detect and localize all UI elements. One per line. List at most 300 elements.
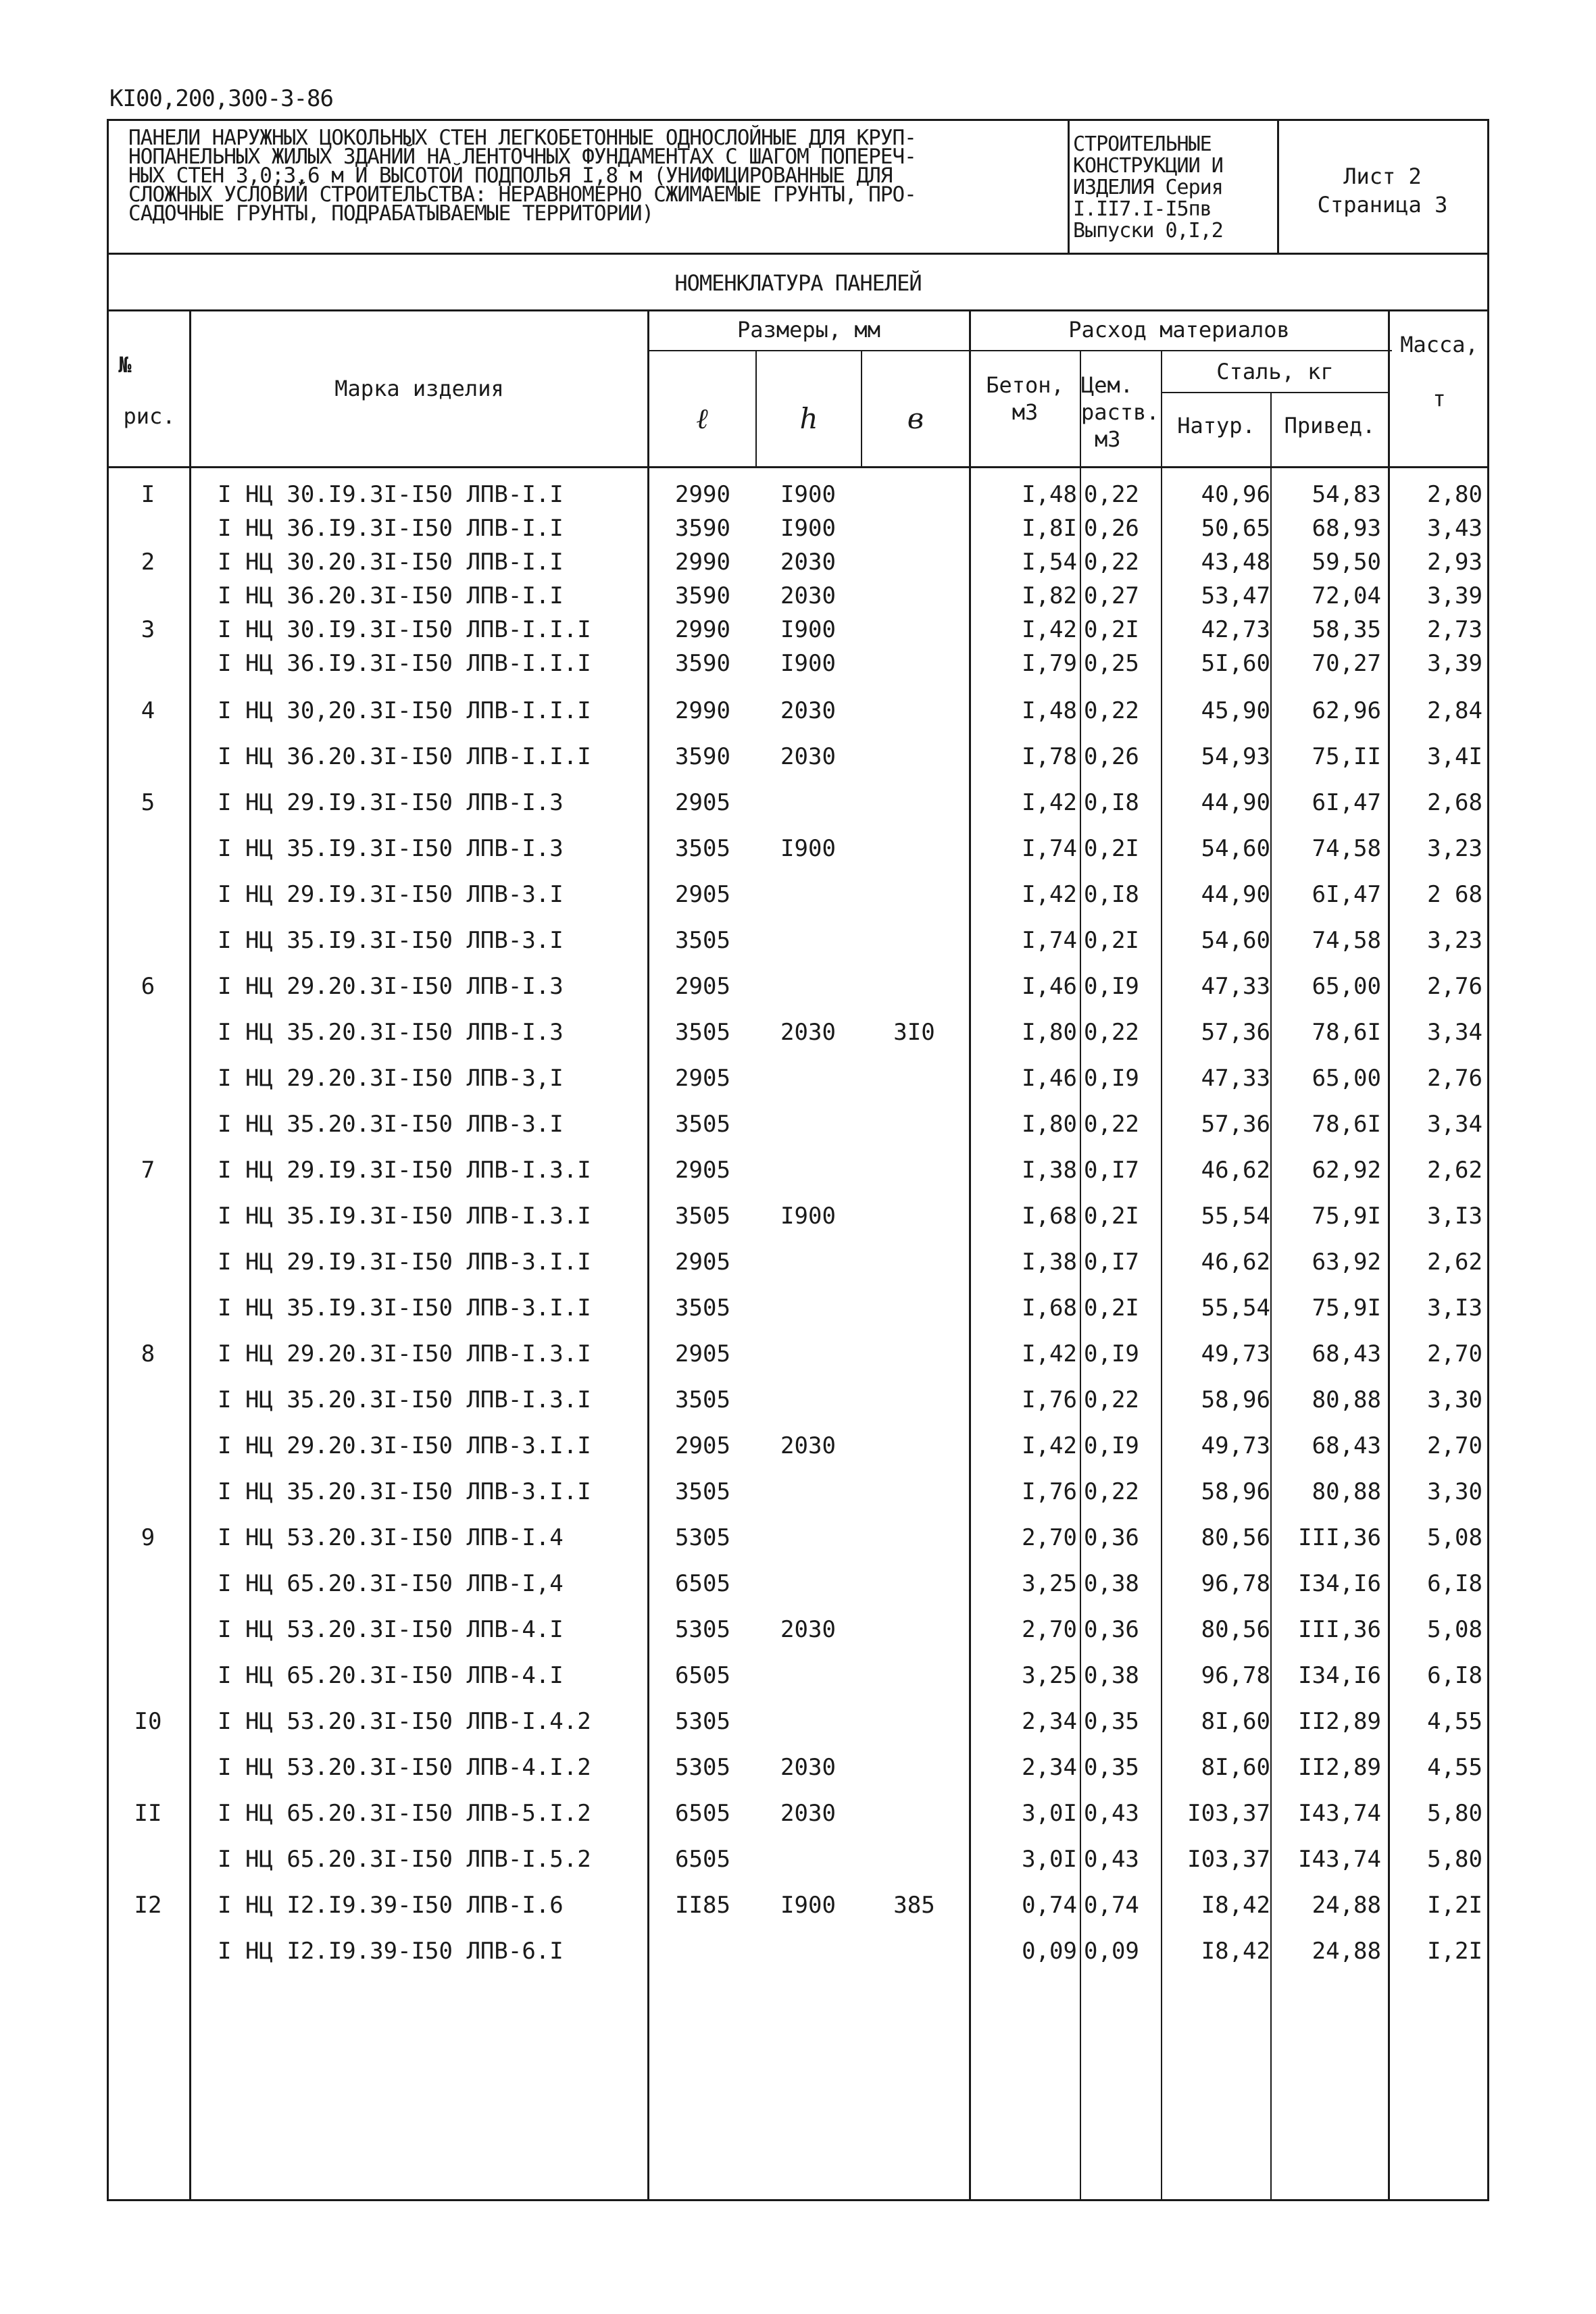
concrete-cell: I,48 — [1022, 697, 1077, 724]
mass-cell: 2,73 — [1427, 616, 1482, 643]
length-cell: 3505 — [675, 927, 730, 954]
length-cell: 3590 — [675, 650, 730, 677]
mass-header-line: Масса, — [1400, 332, 1478, 357]
mass-cell: 2,70 — [1427, 1340, 1482, 1367]
length-cell: 5305 — [675, 1754, 730, 1781]
steel-natural-cell: I8,42 — [1201, 1938, 1270, 1965]
steel-reduced-cell: 75,9I — [1312, 1203, 1381, 1230]
steel-reduced-cell: 63,92 — [1312, 1249, 1381, 1276]
concrete-cell: I,74 — [1022, 835, 1077, 862]
steel-reduced-cell: 62,92 — [1312, 1157, 1381, 1184]
cement-cell: 0,09 — [1084, 1938, 1139, 1965]
mass-cell: 2,93 — [1427, 549, 1482, 576]
steel-reduced-cell: 24,88 — [1312, 1892, 1381, 1919]
table-row — [0, 1892, 1596, 1932]
cement-cell: 0,27 — [1084, 582, 1139, 609]
fig-cell: 4 — [141, 697, 155, 724]
steel-natural-cell: 54,93 — [1201, 743, 1270, 770]
cement-cell: 0,2I — [1084, 1294, 1139, 1322]
length-cell: 5305 — [675, 1524, 730, 1551]
length-cell: 3505 — [675, 1386, 730, 1413]
cement-cell: 0,22 — [1084, 1386, 1139, 1413]
mass-cell: 3,30 — [1427, 1386, 1482, 1413]
steel-natural-cell: 44,90 — [1201, 789, 1270, 816]
width-cell: 385 — [893, 1892, 935, 1919]
steel-reduced-cell: 62,96 — [1312, 697, 1381, 724]
header-series-line: ИЗДЕЛИЯ Серия — [1073, 176, 1223, 199]
steel-reduced-cell: III,36 — [1298, 1524, 1381, 1551]
steel-natural-cell: 40,96 — [1201, 481, 1270, 508]
mark-cell: I НЦ 35.I9.3I-I50 ЛПВ-3.I — [218, 927, 564, 954]
mark-cell: I НЦ 53.20.3I-I50 ЛПВ-4.I.2 — [218, 1754, 591, 1781]
mass-cell: 3,I3 — [1427, 1294, 1482, 1322]
concrete-cell: I,68 — [1022, 1203, 1077, 1230]
fig-column-header: рис. — [123, 403, 176, 429]
steel-reduced-cell: III,36 — [1298, 1616, 1381, 1643]
mass-cell: 2,62 — [1427, 1157, 1482, 1184]
height-cell: I900 — [780, 515, 836, 542]
length-column-header: ℓ — [696, 402, 708, 435]
mass-cell: 3,43 — [1427, 515, 1482, 542]
steel-reduced-cell: II2,89 — [1298, 1708, 1381, 1735]
steel-reduced-cell: 78,6I — [1312, 1111, 1381, 1138]
height-cell: 2030 — [780, 1800, 836, 1827]
height-cell: 2030 — [780, 1019, 836, 1046]
length-cell: II85 — [675, 1892, 730, 1919]
cement-cell: 0,2I — [1084, 835, 1139, 862]
mass-cell: 3,23 — [1427, 927, 1482, 954]
mass-cell: 6,I8 — [1427, 1662, 1482, 1689]
concrete-cell: I,8I — [1022, 515, 1077, 542]
table-row — [0, 1708, 1596, 1749]
steel-reduced-cell: 24,88 — [1312, 1938, 1381, 1965]
sheet-number: Лист 2 — [1343, 164, 1422, 189]
steel-natural-cell: 8I,60 — [1201, 1708, 1270, 1735]
steel-natural-cell: 58,96 — [1201, 1386, 1270, 1413]
mark-cell: I НЦ 29.20.3I-I50 ЛПВ-3.I.I — [218, 1432, 591, 1459]
table-row — [0, 881, 1596, 922]
cement-cell: 0,2I — [1084, 927, 1139, 954]
steel-natural-cell: 80,56 — [1201, 1616, 1270, 1643]
mark-cell: I НЦ 30.I9.3I-I50 ЛПВ-I.I — [218, 481, 564, 508]
concrete-cell: I,68 — [1022, 1294, 1077, 1322]
mark-cell: I НЦ 29.20.3I-I50 ЛПВ-I.3.I — [218, 1340, 591, 1367]
table-row — [0, 1478, 1596, 1519]
steel-natural-cell: 42,73 — [1201, 616, 1270, 643]
cement-cell: 0,74 — [1084, 1892, 1139, 1919]
mark-cell: I НЦ 35.20.3I-I50 ЛПВ-I.3 — [218, 1019, 564, 1046]
table-row — [0, 650, 1596, 690]
concrete-cell: I,42 — [1022, 881, 1077, 908]
mark-cell: I НЦ I2.I9.39-I50 ЛПВ-6.I — [218, 1938, 564, 1965]
width-column-header: в — [907, 402, 924, 435]
steel-natural-cell: 47,33 — [1201, 973, 1270, 1000]
table-row — [0, 743, 1596, 784]
header-title — [128, 126, 1061, 226]
steel-reduced-cell: I43,74 — [1298, 1846, 1381, 1873]
cement-cell: 0,I9 — [1084, 1340, 1139, 1367]
mark-cell: I НЦ 36.20.3I-I50 ЛПВ-I.I.I — [218, 743, 591, 770]
steel-reduced-cell: 65,00 — [1312, 1065, 1381, 1092]
concrete-cell: I,42 — [1022, 789, 1077, 816]
cement-cell: 0,22 — [1084, 549, 1139, 576]
concrete-cell: 0,09 — [1022, 1938, 1077, 1965]
steel-reduced-cell: 74,58 — [1312, 927, 1381, 954]
steel-reduced-cell: 80,88 — [1312, 1478, 1381, 1505]
steel-reduced-cell: I34,I6 — [1298, 1570, 1381, 1597]
length-cell: 2905 — [675, 1065, 730, 1092]
cement-column-header — [1081, 372, 1161, 453]
mass-cell: 2,70 — [1427, 1432, 1482, 1459]
concrete-cell: I,46 — [1022, 973, 1077, 1000]
table-row — [0, 1386, 1596, 1427]
materials-group-header: Расход материалов — [1068, 317, 1290, 343]
mark-cell: I НЦ 35.I9.3I-I50 ЛПВ-I.3 — [218, 835, 564, 862]
table-row — [0, 1340, 1596, 1381]
steel-reduced-cell: 70,27 — [1312, 650, 1381, 677]
mass-cell: 5,08 — [1427, 1524, 1482, 1551]
steel-reduced-cell: 6I,47 — [1312, 789, 1381, 816]
header-series-line: Выпуски 0,I,2 — [1073, 219, 1223, 243]
concrete-cell: 3,0I — [1022, 1846, 1077, 1873]
mass-cell: 3,39 — [1427, 582, 1482, 609]
steel-natural-cell: 55,54 — [1201, 1294, 1270, 1322]
cement-cell: 0,22 — [1084, 481, 1139, 508]
steel-reduced-cell: 75,II — [1312, 743, 1381, 770]
header-title-line: НОПАНЕЛЬНЫХ ЖИЛЫХ ЗДАНИЙ НА ЛЕНТОЧНЫХ ФУНДАМЕНТАХ С ШАГОМ ПОПЕРЕЧ- — [128, 145, 916, 169]
length-cell: 3590 — [675, 515, 730, 542]
length-cell: 3505 — [675, 1478, 730, 1505]
table-row — [0, 1662, 1596, 1703]
mark-cell: I НЦ 53.20.3I-I50 ЛПВ-I.4.2 — [218, 1708, 591, 1735]
length-cell: 2905 — [675, 1157, 730, 1184]
mark-cell: I НЦ 29.20.3I-I50 ЛПВ-I.3 — [218, 973, 564, 1000]
header-series-line: I.II7.I-I5пв — [1073, 197, 1212, 221]
steel-natural-cell: 49,73 — [1201, 1340, 1270, 1367]
concrete-cell: I,79 — [1022, 650, 1077, 677]
steel-reduced-cell: 68,93 — [1312, 515, 1381, 542]
steel-reduced-cell: 54,83 — [1312, 481, 1381, 508]
mass-cell: 4,55 — [1427, 1708, 1482, 1735]
cement-cell: 0,38 — [1084, 1662, 1139, 1689]
cement-cell: 0,I7 — [1084, 1157, 1139, 1184]
mark-cell: I НЦ 65.20.3I-I50 ЛПВ-I.5.2 — [218, 1846, 591, 1873]
mark-cell: I НЦ 35.20.3I-I50 ЛПВ-3.I — [218, 1111, 564, 1138]
cement-cell: 0,I7 — [1084, 1249, 1139, 1276]
concrete-cell: I,42 — [1022, 1432, 1077, 1459]
steel-natural-cell: 43,48 — [1201, 549, 1270, 576]
steel-natural-cell: 96,78 — [1201, 1570, 1270, 1597]
height-cell: I900 — [780, 1203, 836, 1230]
mass-column-header — [1389, 318, 1489, 426]
table-row — [0, 927, 1596, 967]
cement-cell: 0,22 — [1084, 1111, 1139, 1138]
table-row — [0, 973, 1596, 1013]
cement-cell: 0,35 — [1084, 1708, 1139, 1735]
steel-natural-cell: 5I,60 — [1201, 650, 1270, 677]
length-cell: 2905 — [675, 973, 730, 1000]
cement-cell: 0,I9 — [1084, 973, 1139, 1000]
mass-cell: 5,80 — [1427, 1846, 1482, 1873]
height-cell: I900 — [780, 650, 836, 677]
table-row — [0, 1524, 1596, 1565]
length-cell: 3505 — [675, 1019, 730, 1046]
header-bottom-rule — [107, 253, 1489, 255]
cement-cell: 0,I9 — [1084, 1432, 1139, 1459]
steel-natural-cell: 54,60 — [1201, 927, 1270, 954]
length-cell: 2905 — [675, 1340, 730, 1367]
concrete-cell: I,42 — [1022, 1340, 1077, 1367]
concrete-cell: 3,25 — [1022, 1570, 1077, 1597]
steel-reduced-cell: 65,00 — [1312, 973, 1381, 1000]
length-cell: 5305 — [675, 1708, 730, 1735]
length-cell: 2905 — [675, 1432, 730, 1459]
table-row — [0, 1938, 1596, 1978]
mass-cell: 3,I3 — [1427, 1203, 1482, 1230]
height-cell: I900 — [780, 1892, 836, 1919]
steel-reduced-cell: 78,6I — [1312, 1019, 1381, 1046]
mass-cell: 5,08 — [1427, 1616, 1482, 1643]
length-cell: 3590 — [675, 582, 730, 609]
header-rule — [647, 350, 1392, 351]
steel-natural-cell: I03,37 — [1187, 1846, 1270, 1873]
mark-cell: I НЦ 35.I9.3I-I50 ЛПВ-I.3.I — [218, 1203, 591, 1230]
steel-reduced-cell: II2,89 — [1298, 1754, 1381, 1781]
mark-column-header: Марка изделия — [334, 376, 504, 401]
steel-natural-cell: I8,42 — [1201, 1892, 1270, 1919]
page-number: Страница 3 — [1317, 192, 1448, 218]
length-cell: 2990 — [675, 549, 730, 576]
concrete-cell: I,54 — [1022, 549, 1077, 576]
mark-cell: I НЦ 53.20.3I-I50 ЛПВ-I.4 — [218, 1524, 564, 1551]
concrete-cell: I,76 — [1022, 1478, 1077, 1505]
fig-cell: I2 — [134, 1892, 162, 1919]
mass-cell: 3,34 — [1427, 1019, 1482, 1046]
cement-header-line: Цем. — [1081, 372, 1134, 398]
mark-cell: I НЦ 30.I9.3I-I50 ЛПВ-I.I.I — [218, 616, 591, 643]
mark-cell: I НЦ 29.I9.3I-I50 ЛПВ-3.I.I — [218, 1249, 591, 1276]
length-cell: 2905 — [675, 1249, 730, 1276]
steel-reduced-cell: 68,43 — [1312, 1432, 1381, 1459]
concrete-cell: I,80 — [1022, 1019, 1077, 1046]
concrete-cell: I,82 — [1022, 582, 1077, 609]
height-cell: 2030 — [780, 582, 836, 609]
steel-reduced-cell: 72,04 — [1312, 582, 1381, 609]
concrete-cell: I,48 — [1022, 481, 1077, 508]
mass-cell: I,2I — [1427, 1892, 1482, 1919]
fig-cell: 8 — [141, 1340, 155, 1367]
height-cell: I900 — [780, 616, 836, 643]
table-row — [0, 1019, 1596, 1059]
steel-natural-cell: 57,36 — [1201, 1019, 1270, 1046]
table-row — [0, 1754, 1596, 1794]
steel-reduced-cell: 75,9I — [1312, 1294, 1381, 1322]
steel-group-header: Сталь, кг — [1216, 359, 1334, 384]
length-cell: 6505 — [675, 1662, 730, 1689]
steel-reduced-cell: I43,74 — [1298, 1800, 1381, 1827]
steel-reduced-cell: I34,I6 — [1298, 1662, 1381, 1689]
length-cell: 3590 — [675, 743, 730, 770]
height-cell: I900 — [780, 835, 836, 862]
mass-cell: 3,4I — [1427, 743, 1482, 770]
steel-reduced-header: Привед. — [1284, 413, 1376, 438]
height-cell: 2030 — [780, 697, 836, 724]
mass-cell: 5,80 — [1427, 1800, 1482, 1827]
length-cell: 2990 — [675, 697, 730, 724]
concrete-cell: I,78 — [1022, 743, 1077, 770]
mark-cell: I НЦ 36.I9.3I-I50 ЛПВ-I.I — [218, 515, 564, 542]
concrete-cell: 3,25 — [1022, 1662, 1077, 1689]
height-cell: 2030 — [780, 1754, 836, 1781]
mark-cell: I НЦ 53.20.3I-I50 ЛПВ-4.I — [218, 1616, 564, 1643]
mass-cell: 2,62 — [1427, 1249, 1482, 1276]
sizes-group-header: Размеры, мм — [737, 317, 880, 343]
length-cell: 3505 — [675, 1111, 730, 1138]
length-cell: 2905 — [675, 789, 730, 816]
length-cell: 6505 — [675, 1846, 730, 1873]
steel-natural-cell: 45,90 — [1201, 697, 1270, 724]
fig-cell: 5 — [141, 789, 155, 816]
header-sheet-info — [1281, 162, 1484, 219]
header-title-line: СЛОЖНЫХ УСЛОВИЙ СТРОИТЕЛЬСТВА: НЕРАВНОМЕРНО СЖИМАЕМЫЕ ГРУНТЫ, ПРО- — [128, 182, 916, 207]
cement-cell: 0,I8 — [1084, 789, 1139, 816]
cement-cell: 0,26 — [1084, 743, 1139, 770]
header-series-line: КОНСТРУКЦИИ И — [1073, 154, 1223, 178]
concrete-header-line: м3 — [1012, 399, 1039, 425]
table-row — [0, 1846, 1596, 1886]
mark-cell: I НЦ 35.20.3I-I50 ЛПВ-3.I.I — [218, 1478, 591, 1505]
header-title-line: НЫХ СТЕН 3,0;3,6 м И ВЫСОТОЙ ПОДПОЛЬЯ I,8 м (УНИФИЦИРОВАННЫЕ ДЛЯ — [128, 164, 893, 188]
table-row — [0, 1616, 1596, 1657]
mark-cell: I НЦ 30,20.3I-I50 ЛПВ-I.I.I — [218, 697, 591, 724]
cement-cell: 0,38 — [1084, 1570, 1139, 1597]
mark-cell: I НЦ 65.20.3I-I50 ЛПВ-I,4 — [218, 1570, 564, 1597]
header-divider — [1277, 119, 1279, 254]
header-title-line: ПАНЕЛИ НАРУЖНЫХ ЦОКОЛЬНЫХ СТЕН ЛЕГКОБЕТОННЫЕ ОДНОСЛОЙНЫЕ ДЛЯ КРУП- — [128, 126, 916, 150]
height-cell: 2030 — [780, 1616, 836, 1643]
steel-reduced-cell: 68,43 — [1312, 1340, 1381, 1367]
mass-cell: 2,76 — [1427, 973, 1482, 1000]
mass-cell: 3,23 — [1427, 835, 1482, 862]
concrete-cell: 2,34 — [1022, 1754, 1077, 1781]
mass-cell: 6,I8 — [1427, 1570, 1482, 1597]
steel-natural-cell: 58,96 — [1201, 1478, 1270, 1505]
length-cell: 2990 — [675, 616, 730, 643]
length-cell: 6505 — [675, 1570, 730, 1597]
steel-natural-cell: 57,36 — [1201, 1111, 1270, 1138]
table-row — [0, 1203, 1596, 1243]
cement-cell: 0,43 — [1084, 1800, 1139, 1827]
fig-cell: II — [134, 1800, 162, 1827]
concrete-cell: I,74 — [1022, 927, 1077, 954]
concrete-cell: 0,74 — [1022, 1892, 1077, 1919]
cement-cell: 0,2I — [1084, 1203, 1139, 1230]
steel-natural-cell: 96,78 — [1201, 1662, 1270, 1689]
concrete-header-line: Бетон, — [986, 372, 1064, 398]
header-rule — [1162, 392, 1389, 393]
steel-natural-cell: 47,33 — [1201, 1065, 1270, 1092]
steel-natural-header: Натур. — [1177, 413, 1255, 438]
document-code: КI00,200,300-3-86 — [109, 85, 333, 112]
mass-header-line: т — [1432, 386, 1446, 411]
fig-cell: I0 — [134, 1708, 162, 1735]
mark-cell: I НЦ 29.I9.3I-I50 ЛПВ-I.3 — [218, 789, 564, 816]
mass-cell: 4,55 — [1427, 1754, 1482, 1781]
mass-cell: 3,34 — [1427, 1111, 1482, 1138]
length-cell: 2990 — [675, 481, 730, 508]
concrete-cell: I,38 — [1022, 1157, 1077, 1184]
mark-cell: I НЦ 65.20.3I-I50 ЛПВ-5.I.2 — [218, 1800, 591, 1827]
cement-cell: 0,36 — [1084, 1524, 1139, 1551]
header-series-line: СТРОИТЕЛЬНЫЕ — [1073, 132, 1212, 156]
steel-reduced-cell: 58,35 — [1312, 616, 1381, 643]
steel-natural-cell: 44,90 — [1201, 881, 1270, 908]
length-cell: 2905 — [675, 881, 730, 908]
steel-natural-cell: 49,73 — [1201, 1432, 1270, 1459]
steel-natural-cell: 8I,60 — [1201, 1754, 1270, 1781]
mark-cell: I НЦ 65.20.3I-I50 ЛПВ-4.I — [218, 1662, 564, 1689]
cement-header-line: м3 — [1095, 426, 1121, 452]
concrete-cell: 2,70 — [1022, 1616, 1077, 1643]
length-cell: 3505 — [675, 835, 730, 862]
concrete-column-header — [970, 372, 1080, 426]
cement-cell: 0,35 — [1084, 1754, 1139, 1781]
mass-cell: 3,39 — [1427, 650, 1482, 677]
cement-cell: 0,I9 — [1084, 1065, 1139, 1092]
mass-cell: I,2I — [1427, 1938, 1482, 1965]
length-cell: 5305 — [675, 1616, 730, 1643]
header-divider — [1068, 119, 1070, 254]
mass-cell: 2,80 — [1427, 481, 1482, 508]
fig-number-symbol: № — [118, 352, 132, 378]
steel-natural-cell: 80,56 — [1201, 1524, 1270, 1551]
cement-cell: 0,26 — [1084, 515, 1139, 542]
table-row — [0, 835, 1596, 876]
mass-cell: 2,68 — [1427, 789, 1482, 816]
table-row — [0, 1111, 1596, 1151]
length-cell: 6505 — [675, 1800, 730, 1827]
concrete-cell: 3,0I — [1022, 1800, 1077, 1827]
table-row — [0, 1800, 1596, 1840]
height-cell: 2030 — [780, 1432, 836, 1459]
mark-cell: I НЦ I2.I9.39-I50 ЛПВ-I.6 — [218, 1892, 564, 1919]
mark-cell: I НЦ 29.20.3I-I50 ЛПВ-3,I — [218, 1065, 564, 1092]
mark-cell: I НЦ 29.I9.3I-I50 ЛПВ-3.I — [218, 881, 564, 908]
steel-reduced-cell: 6I,47 — [1312, 881, 1381, 908]
steel-natural-cell: 53,47 — [1201, 582, 1270, 609]
steel-natural-cell: I03,37 — [1187, 1800, 1270, 1827]
length-cell: 3505 — [675, 1203, 730, 1230]
concrete-cell: 2,34 — [1022, 1708, 1077, 1735]
cement-cell: 0,36 — [1084, 1616, 1139, 1643]
mass-cell: 2 68 — [1427, 881, 1482, 908]
length-cell: 3505 — [675, 1294, 730, 1322]
cement-cell: 0,43 — [1084, 1846, 1139, 1873]
steel-natural-cell: 46,62 — [1201, 1157, 1270, 1184]
header-title-line: САДОЧНЫЕ ГРУНТЫ, ПОДРАБАТЫВАЕМЫЕ ТЕРРИТОРИИ) — [128, 201, 654, 226]
concrete-cell: I,80 — [1022, 1111, 1077, 1138]
table-row — [0, 1294, 1596, 1335]
table-title-rule — [107, 309, 1489, 311]
table-row — [0, 1065, 1596, 1105]
fig-cell: 2 — [141, 549, 155, 576]
steel-natural-cell: 54,60 — [1201, 835, 1270, 862]
steel-natural-cell: 50,65 — [1201, 515, 1270, 542]
steel-natural-cell: 46,62 — [1201, 1249, 1270, 1276]
fig-cell: 9 — [141, 1524, 155, 1551]
concrete-cell: I,76 — [1022, 1386, 1077, 1413]
cement-cell: 0,22 — [1084, 1019, 1139, 1046]
